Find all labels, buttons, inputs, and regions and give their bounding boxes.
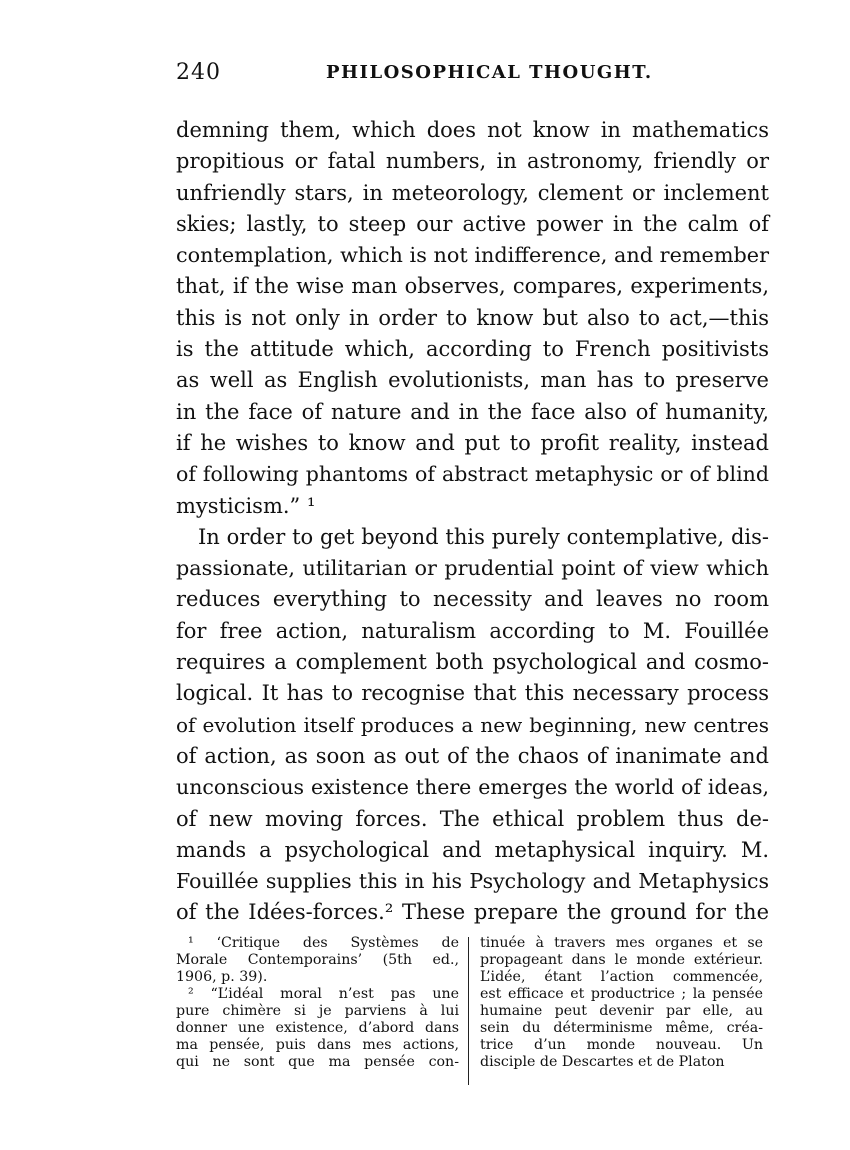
footnote-line: ² “L’idéal moral n’est pas une	[188, 986, 459, 1002]
body-line: reduces everything to necessity and leaves no room	[176, 587, 769, 612]
body-line: unfriendly stars, in meteorology, clement or inclement	[176, 180, 769, 205]
footnote-line: 1906, p. 39).	[176, 969, 268, 985]
page-number: 240	[176, 60, 221, 85]
footnote-line: donner une existence, d’abord dans	[176, 1020, 459, 1036]
body-line: this is not only in order to know but also to act,—this	[176, 305, 769, 330]
body-line: skies; lastly, to steep our active power in the calm of	[176, 211, 769, 236]
body-line: for free action, naturalism according to M. Fouillée	[176, 618, 769, 643]
body-line: Fouillée supplies this in his Psychology and Metaphysics	[176, 869, 769, 894]
body-line: contemplation, which is not indifference, and remember	[176, 243, 769, 268]
footnote-line: pure chimère si je parviens à lui	[176, 1003, 459, 1019]
body-line: propitious or fatal numbers, in astronomy, friendly or	[176, 149, 769, 174]
body-line: unconscious existence there emerges the world of ideas,	[176, 775, 769, 800]
body-line: requires a complement both psychological and cosmo-	[176, 650, 769, 675]
body-line: logical. It has to recognise that this necessary process	[176, 681, 769, 706]
page-header	[176, 60, 769, 90]
footnotes-right-column	[480, 935, 763, 1071]
footnote-line: Morale Contemporains’ (5th ed.,	[176, 952, 459, 968]
body-line: demning them, which does not know in mathematics	[176, 118, 769, 142]
footnote-line: ¹ ‘Critique des Systèmes de	[188, 935, 459, 951]
running-title: PHILOSOPHICAL THOUGHT.	[326, 62, 653, 83]
footnote-column-divider	[468, 937, 469, 1085]
body-line: of the Idées-forces.² These prepare the ground for the	[176, 900, 769, 925]
body-line: mands a psychological and metaphysical inquiry. M.	[176, 837, 769, 862]
body-line: of action, as soon as out of the chaos of inanimate and	[176, 743, 769, 768]
body-text	[176, 115, 769, 929]
footnote-line: trice d’un monde nouveau. Un	[480, 1037, 763, 1053]
footnotes-left-column	[176, 935, 459, 1071]
body-line: as well as English evolutionists, man has to preserve	[176, 368, 769, 393]
body-line: in the face of nature and in the face also of humanity,	[176, 399, 769, 424]
body-line: passionate, utilitarian or prudential point of view which	[176, 556, 769, 581]
footnote-line: L’idée, étant l’action commencée,	[480, 969, 763, 985]
body-line: is the attitude which, according to French positivists	[176, 337, 769, 362]
footnote-line: humaine peut devenir par elle, au	[480, 1003, 763, 1019]
footnote-line: ma pensée, puis dans mes actions,	[176, 1037, 459, 1053]
footnote-line: sein du déterminisme même, créa-	[480, 1020, 763, 1036]
paragraph-start-line: In order to get beyond this purely contemplative, dis-	[198, 524, 769, 549]
body-line: of following phantoms of abstract metaphysic or of blind	[176, 462, 769, 487]
body-line: if he wishes to know and put to profit reality, instead	[176, 430, 769, 455]
body-line: of new moving forces. The ethical problem thus de-	[176, 806, 769, 831]
footnotes	[176, 935, 769, 1095]
footnote-line: propageant dans le monde extérieur.	[480, 952, 763, 968]
body-line: that, if the wise man observes, compares, experiments,	[176, 274, 769, 299]
footnote-line: est efficace et productrice ; la pensée	[480, 986, 763, 1002]
body-line: of evolution itself produces a new beginning, new centres	[176, 712, 769, 737]
body-line: mysticism.” ¹	[176, 493, 316, 518]
footnote-line: disciple de Descartes et de Platon	[480, 1054, 725, 1070]
footnote-line: tinuée à travers mes organes et se	[480, 935, 763, 951]
footnote-line: qui ne sont que ma pensée con-	[176, 1054, 459, 1070]
